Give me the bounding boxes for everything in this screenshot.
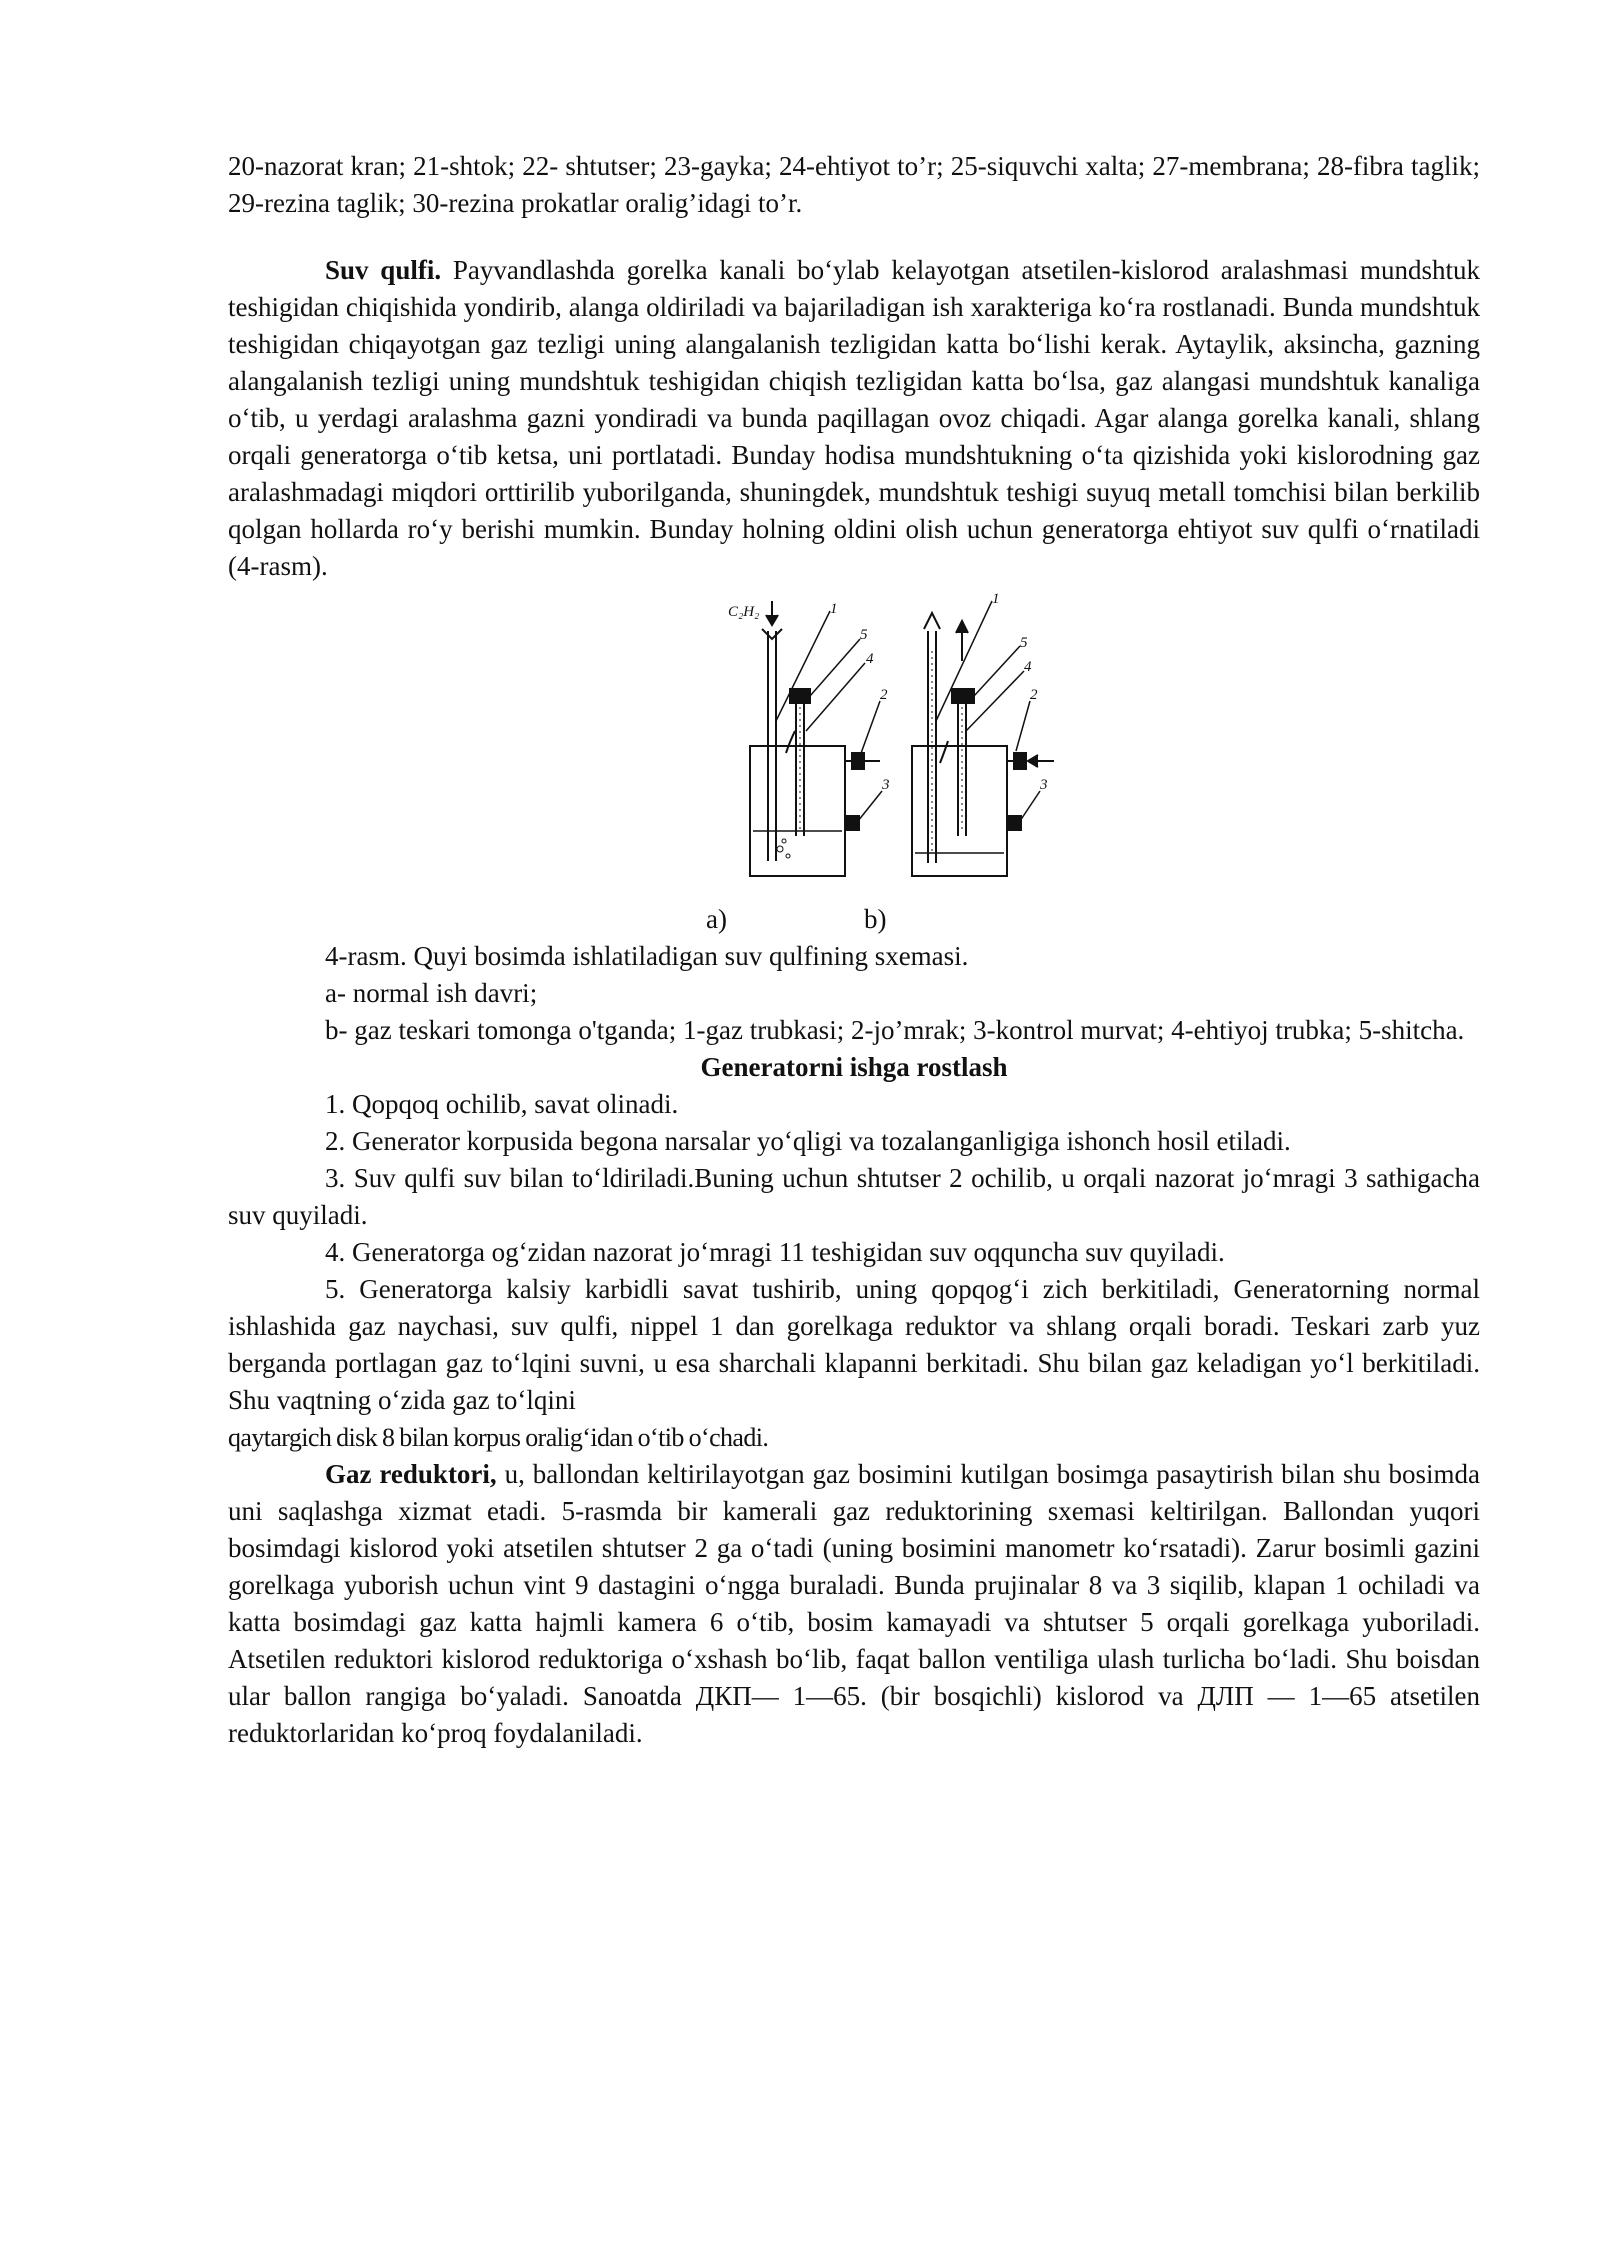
flow-arrow-b — [940, 741, 948, 763]
bubble-a1 — [777, 846, 783, 852]
leader-a3 — [858, 791, 882, 821]
label-b: b) — [864, 904, 887, 934]
suv-qulfi-paragraph — [228, 252, 1480, 585]
shield-b — [952, 689, 974, 703]
tube-top-a — [762, 629, 782, 639]
leader-b2 — [1016, 701, 1030, 751]
figure-caption: 4-rasm. Quyi bosimda ishlatiladigan suv qulfining sxemasi. — [325, 941, 969, 971]
list-item: 1. Qopqoq ochilib, savat olinadi. — [325, 1089, 679, 1119]
leader-b5 — [974, 646, 1020, 696]
callout-b4: 4 — [1024, 659, 1032, 675]
water-lock-diagram — [720, 591, 1060, 891]
spacer — [228, 222, 1480, 252]
callout-b5: 5 — [1020, 635, 1028, 651]
leader-a4 — [806, 663, 865, 731]
shield-a — [790, 689, 810, 703]
callout-a4: 4 — [866, 651, 874, 667]
outlet-arrowhead-b — [956, 621, 968, 633]
list-item: 3. Suv qulfi suv bilan to‘ldiriladi.Buning uchun shtutser 2 ochilib, u orqali nazorat jo‘mragi 3 sathigacha suv quyiladi. — [228, 1163, 1480, 1230]
caption-legend: b- gaz teskari tomonga o'tganda; 1-gaz trubkasi; 2-jo’mrak; 3-kontrol murvat; 4-ehtiyoj trubka; 5-shitcha. — [325, 1015, 1465, 1045]
flow-arrow-a — [786, 731, 795, 753]
leader-b3 — [1020, 791, 1040, 821]
callout-b2: 2 — [1030, 687, 1038, 703]
vessel-a — [750, 746, 845, 876]
gas-formula-label: C₂H₂ — [728, 604, 760, 620]
callout-b1: 1 — [992, 591, 1000, 607]
leader-a2 — [860, 701, 880, 756]
valve-a — [852, 753, 864, 769]
gaz-reduktori-text: u, ballondan keltirilayotgan gaz bosimini kutilgan bosimga pasaytirish bilan shu bosimda uni saqlashga xizmat etadi. 5-rasmda bir kamerali gaz reduktorining sxemasi keltirilgan. Ballondan yuqori bosimdagi kislorod yoki atsetilen shtutser 2 ga o‘tadi (uning bosimini manometr ko‘rsatadi). Zarur bosimli gazini gorelkaga yuborish uchun vint 9 dastagini o‘ngga buraladi. Bunda prujinalar 8 va 3 siqilib, klapan 1 ochiladi va katta bosimdagi gaz katta hajmli kamera 6 o‘tib, bosim kamayadi va shtutser 5 orqali gorelkaga yuboriladi. Atsetilen reduktori kislorod reduktoriga o‘xshash bo‘lib, faqat ballon ventiliga ulash turlicha bo‘ladi. Shu boisdan ular ballon rangiga bo‘yaladi. Sanoatda ДКП— 1—65. (bir bosqichli) kislorod va ДЛП — 1—65 atsetilen reduktorlaridan ko‘proq foydalaniladi. — [228, 1459, 1480, 1748]
suv-qulfi-title: Suv qulfi. — [325, 255, 442, 285]
figure-sublabels — [228, 901, 1480, 938]
intro-paragraph: 20-nazorat kran; 21-shtok; 22- shtutser; 23-gayka; 24-ehtiyot to’r; 25-siquvchi xalta; 27-membrana; 28-fibra taglik; 29-rezina taglik; 30-rezina prokatlar oralig’idagi to’r. — [228, 151, 1480, 218]
list-item: 4. Generatorga og‘zidan nazorat jo‘mragi 11 teshigidan suv oqquncha suv quyiladi. — [325, 1237, 1225, 1267]
callout-a2: 2 — [880, 687, 888, 703]
bubble-a2 — [786, 854, 790, 858]
label-a: a) — [706, 904, 727, 934]
bubble-a3 — [782, 839, 786, 843]
list-item-continuation: qaytargich disk 8 bilan korpus oralig‘idan o‘tib o‘chadi. — [228, 1423, 769, 1452]
callout-a5: 5 — [860, 627, 868, 643]
suv-qulfi-text: Payvandlashda gorelka kanali bo‘ylab kelayotgan atsetilen-kislorod aralashmasi mundshtuk teshigidan chiqishida yondirib, alanga oldiriladi va bajariladigan ish xarakteriga ko‘ra rostlanadi. Bunda mundshtuk teshigidan chiqayotgan gaz tezligi uning alangalanish tezligidan katta bo‘lishi kerak. Aytaylik, aksincha, gazning alangalanish tezligi uning mundshtuk teshigidan chiqish tezligidan katta bo‘lsa, gaz alangasi mundshtuk kanaliga o‘tib, u yerdagi aralashma gazni yondiradi va bunda paqillagan ovoz chiqadi. Agar alanga gorelka kanali, shlang orqali generatorga o‘tib ketsa, uni portlatadi. Bunday hodisa mundshtukning o‘ta qizishida yoki kislorodning gaz aralashmadagi miqdori orttirilib yuborilganda, shuningdek, mundshtuk teshigi suyuq metall tomchisi bilan berkilib qolgan hollarda ro‘y berishi mumkin. Bunday holning oldini olish uchun generatorga ehtiyot suv qulfi o‘rnatiladi (4-rasm). — [228, 255, 1480, 581]
check-screw-a — [845, 816, 859, 830]
tube-hatching — [800, 651, 962, 851]
check-screw-b — [1007, 816, 1021, 830]
callout-a3: 3 — [882, 777, 890, 793]
list-item: 2. Generator korpusida begona narsalar yo‘qligi va tozalanganligiga ishonch hosil etiladi. — [325, 1126, 1291, 1156]
document-page — [228, 148, 1480, 1752]
valve-b — [1014, 753, 1026, 769]
list-item: 5. Generatorga kalsiy karbidli savat tushirib, uning qopqog‘i zich berkitiladi, Generatorning normal ishlashida gaz naychasi, suv qulfi, nippel 1 dan gorelkaga reduktor va shlang orqali boradi. Teskari zarb yuz berganda portlagan gaz to‘lqini suvni, u esa sharchali klapanni berkitadi. Shu bilan gaz keladigan yo‘l berkitiladi. Shu vaqtning o‘zida gaz to‘lqini — [228, 1274, 1480, 1415]
figure-4 — [228, 591, 1480, 901]
leader-a5 — [810, 639, 860, 696]
callout-a1: 1 — [830, 601, 838, 617]
vessel-b — [912, 746, 1007, 876]
gaz-reduktori-title: Gaz reduktori, — [325, 1459, 497, 1489]
inlet-arrowhead-a — [766, 615, 778, 625]
gaz-reduktori-paragraph — [228, 1456, 1480, 1752]
callout-b3: 3 — [1040, 777, 1048, 793]
inlet-arrowhead-b — [1028, 755, 1038, 767]
tube-top-b — [924, 613, 940, 629]
section-heading: Generatorni ishga rostlash — [700, 1052, 1008, 1082]
caption-normal-mode: a- normal ish davri; — [325, 978, 538, 1008]
